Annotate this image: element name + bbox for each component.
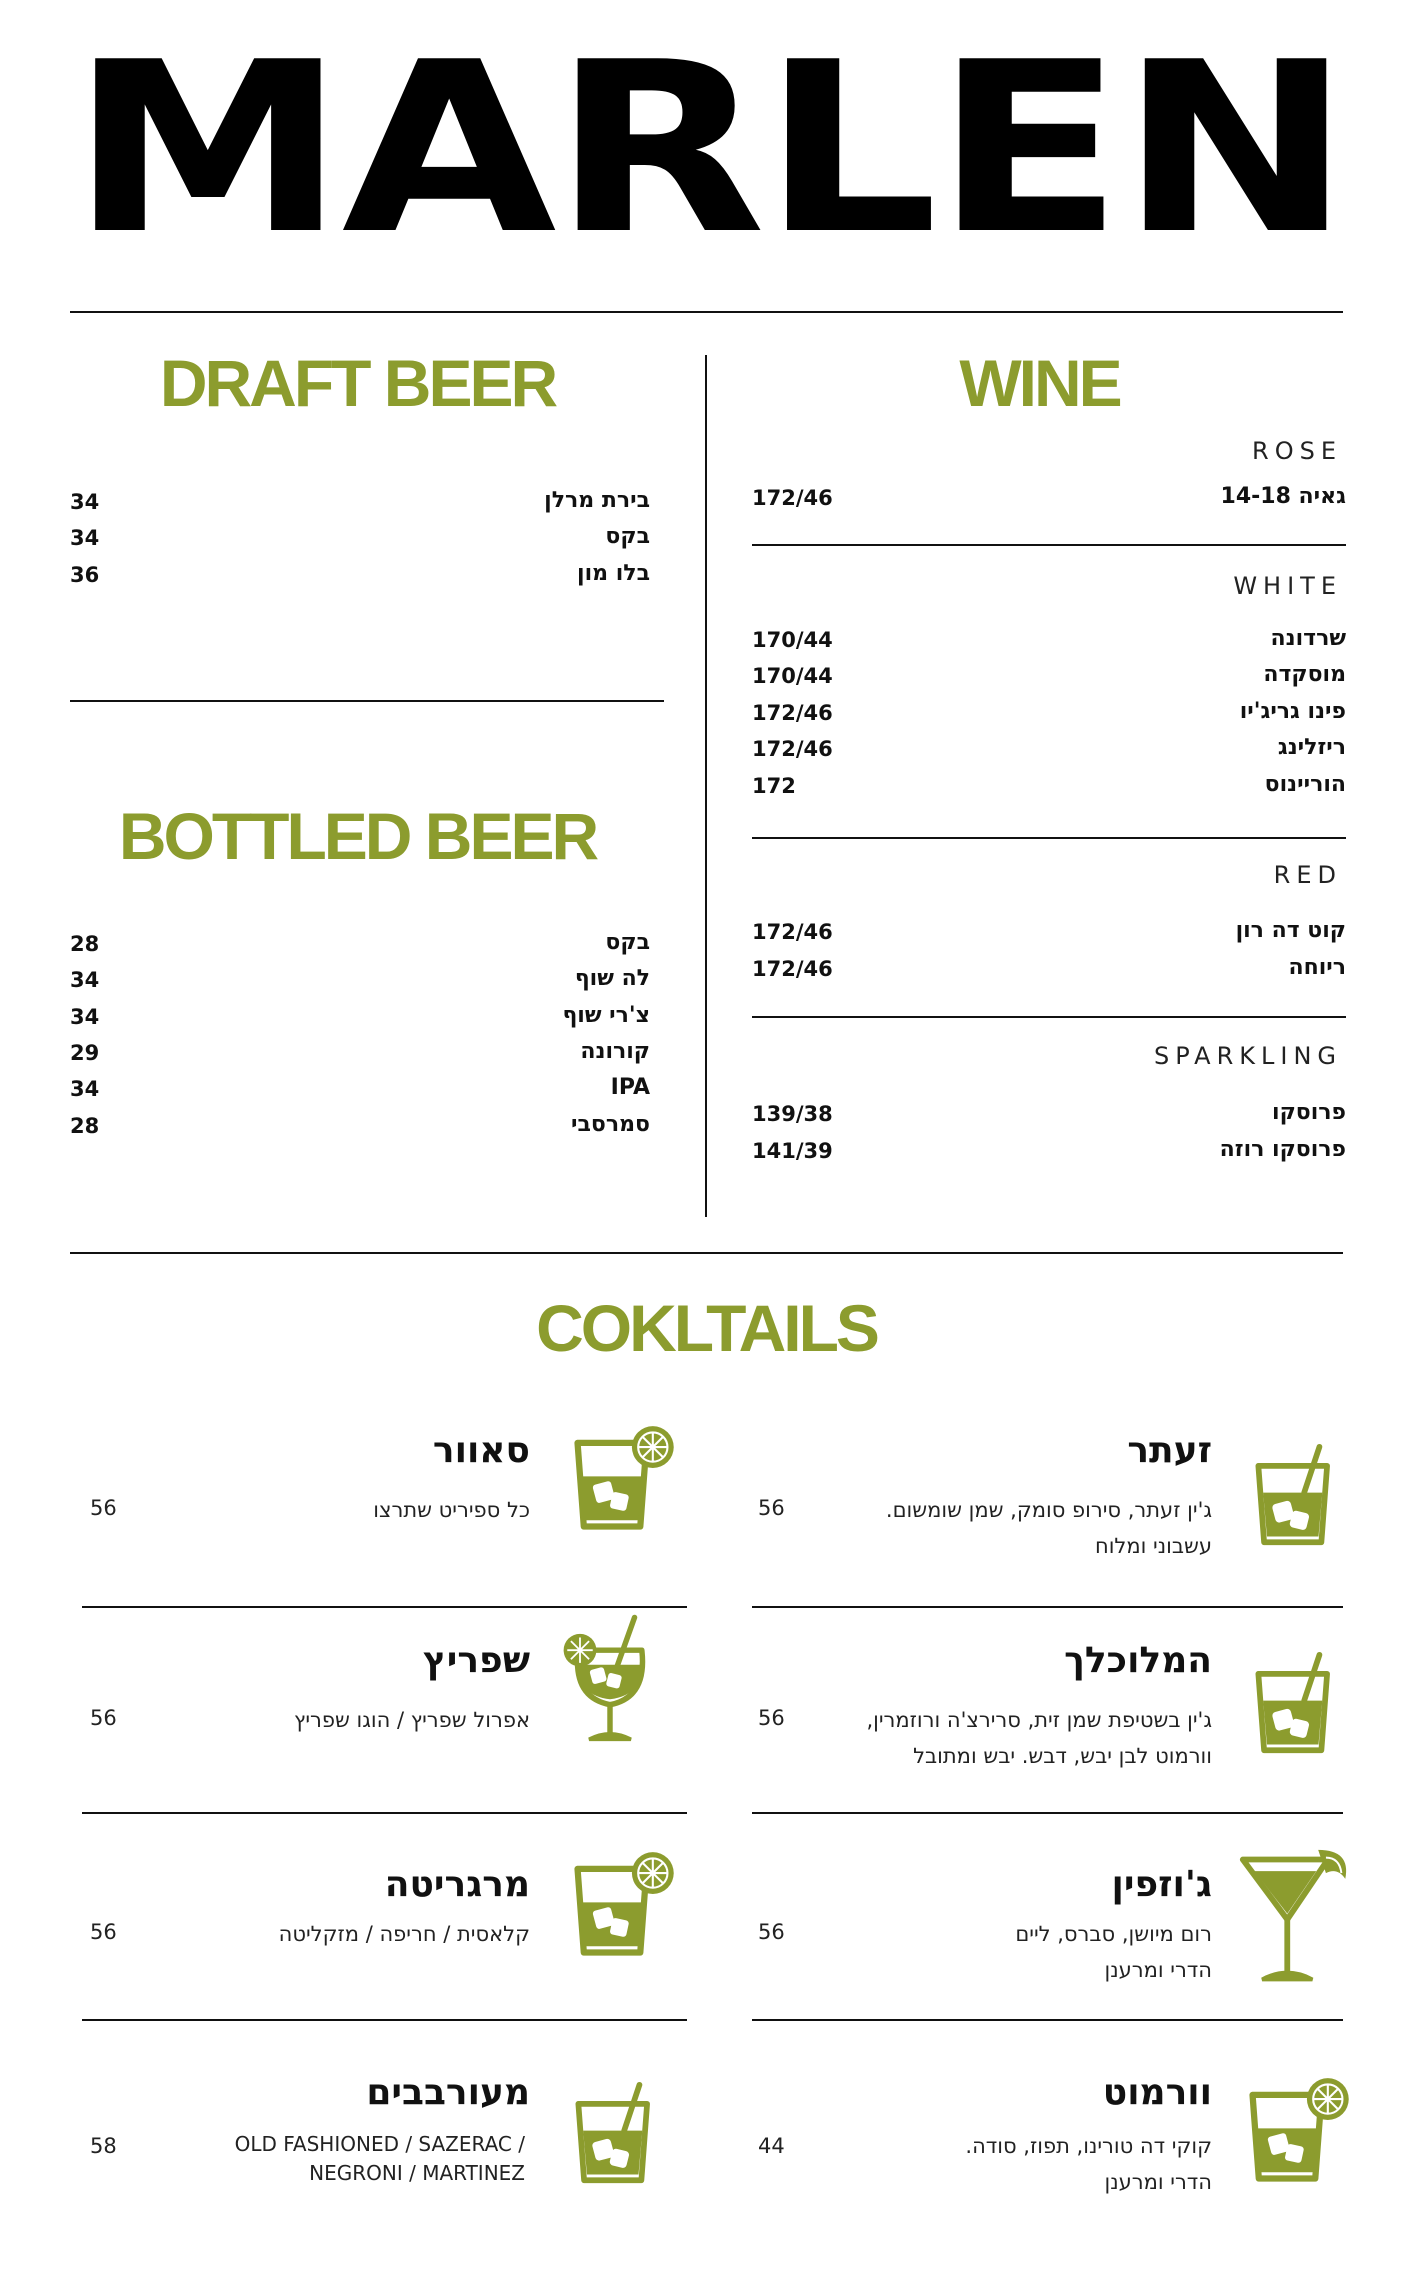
wine-divider bbox=[752, 1016, 1346, 1018]
cocktail-name: ג'וזפין bbox=[1111, 1864, 1212, 1905]
item-price: 36 bbox=[70, 563, 100, 587]
list-item bbox=[70, 524, 650, 560]
column-divider bbox=[705, 355, 707, 1217]
item-name: פרוסקו bbox=[1272, 1100, 1346, 1125]
item-price: 172/46 bbox=[752, 920, 833, 944]
cocktail-price: 56 bbox=[758, 1496, 785, 1520]
list-item bbox=[752, 735, 1346, 771]
cocktail-name: מעורבבים bbox=[366, 2072, 530, 2113]
cocktail-description: ג'ין בשטיפת שמן זית, סרירצ'ה ורוזמרין, bbox=[866, 1708, 1212, 1732]
cocktail-divider bbox=[752, 1606, 1343, 1608]
item-price: 28 bbox=[70, 932, 100, 956]
item-price: 29 bbox=[70, 1041, 100, 1065]
item-name: פינו גריג'יו bbox=[1239, 699, 1346, 724]
wine-divider bbox=[752, 837, 1346, 839]
item-name: מוסקדה bbox=[1263, 662, 1346, 687]
cocktail-description: רום מיושן, סברס, ליים bbox=[1015, 1922, 1212, 1946]
cocktail-name: זעתר bbox=[1127, 1430, 1212, 1471]
list-item bbox=[752, 626, 1346, 662]
list-item bbox=[70, 561, 650, 597]
beer-divider bbox=[70, 700, 664, 702]
cocktail-description: הדרי ומרענן bbox=[1104, 1958, 1212, 1982]
list-item bbox=[70, 930, 650, 966]
list-item bbox=[752, 955, 1346, 991]
item-price: 172 bbox=[752, 774, 796, 798]
rocks-glass-straw-icon bbox=[565, 2076, 670, 2191]
item-name: בקס bbox=[605, 524, 650, 549]
list-item bbox=[70, 1112, 650, 1148]
list-item bbox=[70, 966, 650, 1002]
list-item bbox=[70, 488, 650, 524]
brand-title: MARLEN bbox=[69, 12, 1348, 287]
cocktail-price: 56 bbox=[90, 1706, 117, 1730]
item-price: 34 bbox=[70, 1005, 100, 1029]
list-item bbox=[752, 918, 1346, 954]
cocktail-name: המלוכלך bbox=[1064, 1640, 1212, 1681]
cocktail-description: הדרי ומרענן bbox=[1104, 2170, 1212, 2194]
cocktail-name: שפריץ bbox=[422, 1640, 530, 1681]
cocktail-divider bbox=[752, 2019, 1343, 2021]
item-name: הוריינוס bbox=[1264, 772, 1346, 797]
item-price: 170/44 bbox=[752, 628, 833, 652]
list-item bbox=[752, 1100, 1346, 1136]
item-name: IPA bbox=[610, 1075, 650, 1100]
draft-beer-heading: DRAFT BEER bbox=[159, 346, 556, 420]
item-price: 172/46 bbox=[752, 737, 833, 761]
cocktails-divider bbox=[70, 1252, 1343, 1254]
item-name: צ'רי שוף bbox=[562, 1003, 650, 1028]
item-name: בלו מון bbox=[577, 561, 650, 586]
rocks-glass-lime-icon bbox=[565, 1422, 680, 1537]
list-item bbox=[752, 662, 1346, 698]
item-name: גאיה 14-18 bbox=[1220, 484, 1346, 509]
item-price: 34 bbox=[70, 526, 100, 550]
martini-glass-icon bbox=[1236, 1846, 1354, 1991]
bottled-beer-heading: BOTTLED BEER bbox=[118, 799, 597, 873]
item-price: 34 bbox=[70, 968, 100, 992]
cocktail-divider bbox=[752, 1812, 1343, 1814]
list-item bbox=[752, 1137, 1346, 1173]
cocktails-heading: COKLTAILS bbox=[536, 1291, 877, 1365]
cocktail-description: קוקי דה טורינו, תפוז, סודה. bbox=[965, 2134, 1212, 2158]
wine-glass-spritz-icon bbox=[560, 1612, 660, 1752]
rocks-glass-straw-icon bbox=[1245, 1438, 1350, 1553]
item-price: 34 bbox=[70, 490, 100, 514]
cocktail-divider bbox=[82, 1812, 687, 1814]
cocktail-price: 56 bbox=[90, 1920, 117, 1944]
cocktail-divider bbox=[82, 1606, 687, 1608]
cocktail-description: עשבוני ומלוח bbox=[1094, 1534, 1212, 1558]
cocktail-description: NEGRONI / MARTINEZ bbox=[309, 2161, 525, 2185]
cocktail-name: מרגריטה bbox=[384, 1864, 530, 1905]
top-divider bbox=[70, 311, 1343, 313]
cocktail-price: 56 bbox=[758, 1920, 785, 1944]
item-name: ריוחה bbox=[1288, 955, 1346, 980]
rocks-glass-straw-icon bbox=[1245, 1646, 1350, 1761]
cocktail-description: וורמוט לבן יבש, דבש. יבש ומתובל bbox=[913, 1744, 1212, 1768]
item-price: 170/44 bbox=[752, 664, 833, 688]
item-price: 172/46 bbox=[752, 486, 833, 510]
item-name: שרדונה bbox=[1270, 626, 1346, 651]
cocktail-description: ג'ין זעתר, סירופ סומק, שמן שומשום. bbox=[885, 1498, 1212, 1522]
cocktail-price: 56 bbox=[90, 1496, 117, 1520]
item-name: סמרסבי bbox=[571, 1112, 650, 1137]
item-price: 28 bbox=[70, 1114, 100, 1138]
rose-label: ROSE bbox=[1252, 437, 1342, 465]
red-label: RED bbox=[1273, 861, 1342, 889]
item-name: לה שוף bbox=[574, 966, 650, 991]
item-name: פרוסקו רוזה bbox=[1219, 1137, 1346, 1162]
list-item bbox=[752, 699, 1346, 735]
item-name: בירת מרלן bbox=[544, 488, 650, 513]
cocktail-description: אפרול שפריץ / הוגו שפריץ bbox=[293, 1708, 530, 1732]
cocktail-description: OLD FASHIONED / SAZERAC / bbox=[234, 2132, 525, 2156]
wine-heading: WINE bbox=[959, 346, 1120, 420]
item-name: ריזלינג bbox=[1277, 735, 1346, 760]
item-name: בקס bbox=[605, 930, 650, 955]
cocktail-name: סאוור bbox=[432, 1430, 530, 1471]
item-price: 172/46 bbox=[752, 957, 833, 981]
list-item bbox=[752, 484, 1346, 520]
cocktail-price: 44 bbox=[758, 2134, 785, 2158]
wine-divider bbox=[752, 544, 1346, 546]
cocktail-price: 56 bbox=[758, 1706, 785, 1730]
white-label: WHITE bbox=[1233, 572, 1342, 600]
item-name: קוט דה רון bbox=[1235, 918, 1346, 943]
item-name: קורונה bbox=[580, 1039, 650, 1064]
item-price: 141/39 bbox=[752, 1139, 833, 1163]
cocktail-description: קלאסית / חריפה / מזקליטה bbox=[278, 1922, 530, 1946]
list-item bbox=[70, 1039, 650, 1075]
rocks-glass-lime-icon bbox=[1240, 2074, 1355, 2189]
cocktail-divider bbox=[82, 2019, 687, 2021]
item-price: 34 bbox=[70, 1077, 100, 1101]
list-item bbox=[70, 1003, 650, 1039]
item-price: 139/38 bbox=[752, 1102, 833, 1126]
list-item bbox=[70, 1075, 650, 1111]
list-item bbox=[752, 772, 1346, 808]
sparkling-label: SPARKLING bbox=[1153, 1042, 1342, 1070]
cocktail-price: 58 bbox=[90, 2134, 117, 2158]
rocks-glass-lime-icon bbox=[565, 1848, 680, 1963]
cocktail-name: וורמוט bbox=[1102, 2072, 1212, 2113]
cocktail-description: כל ספיריט שתרצו bbox=[373, 1498, 530, 1522]
item-price: 172/46 bbox=[752, 701, 833, 725]
